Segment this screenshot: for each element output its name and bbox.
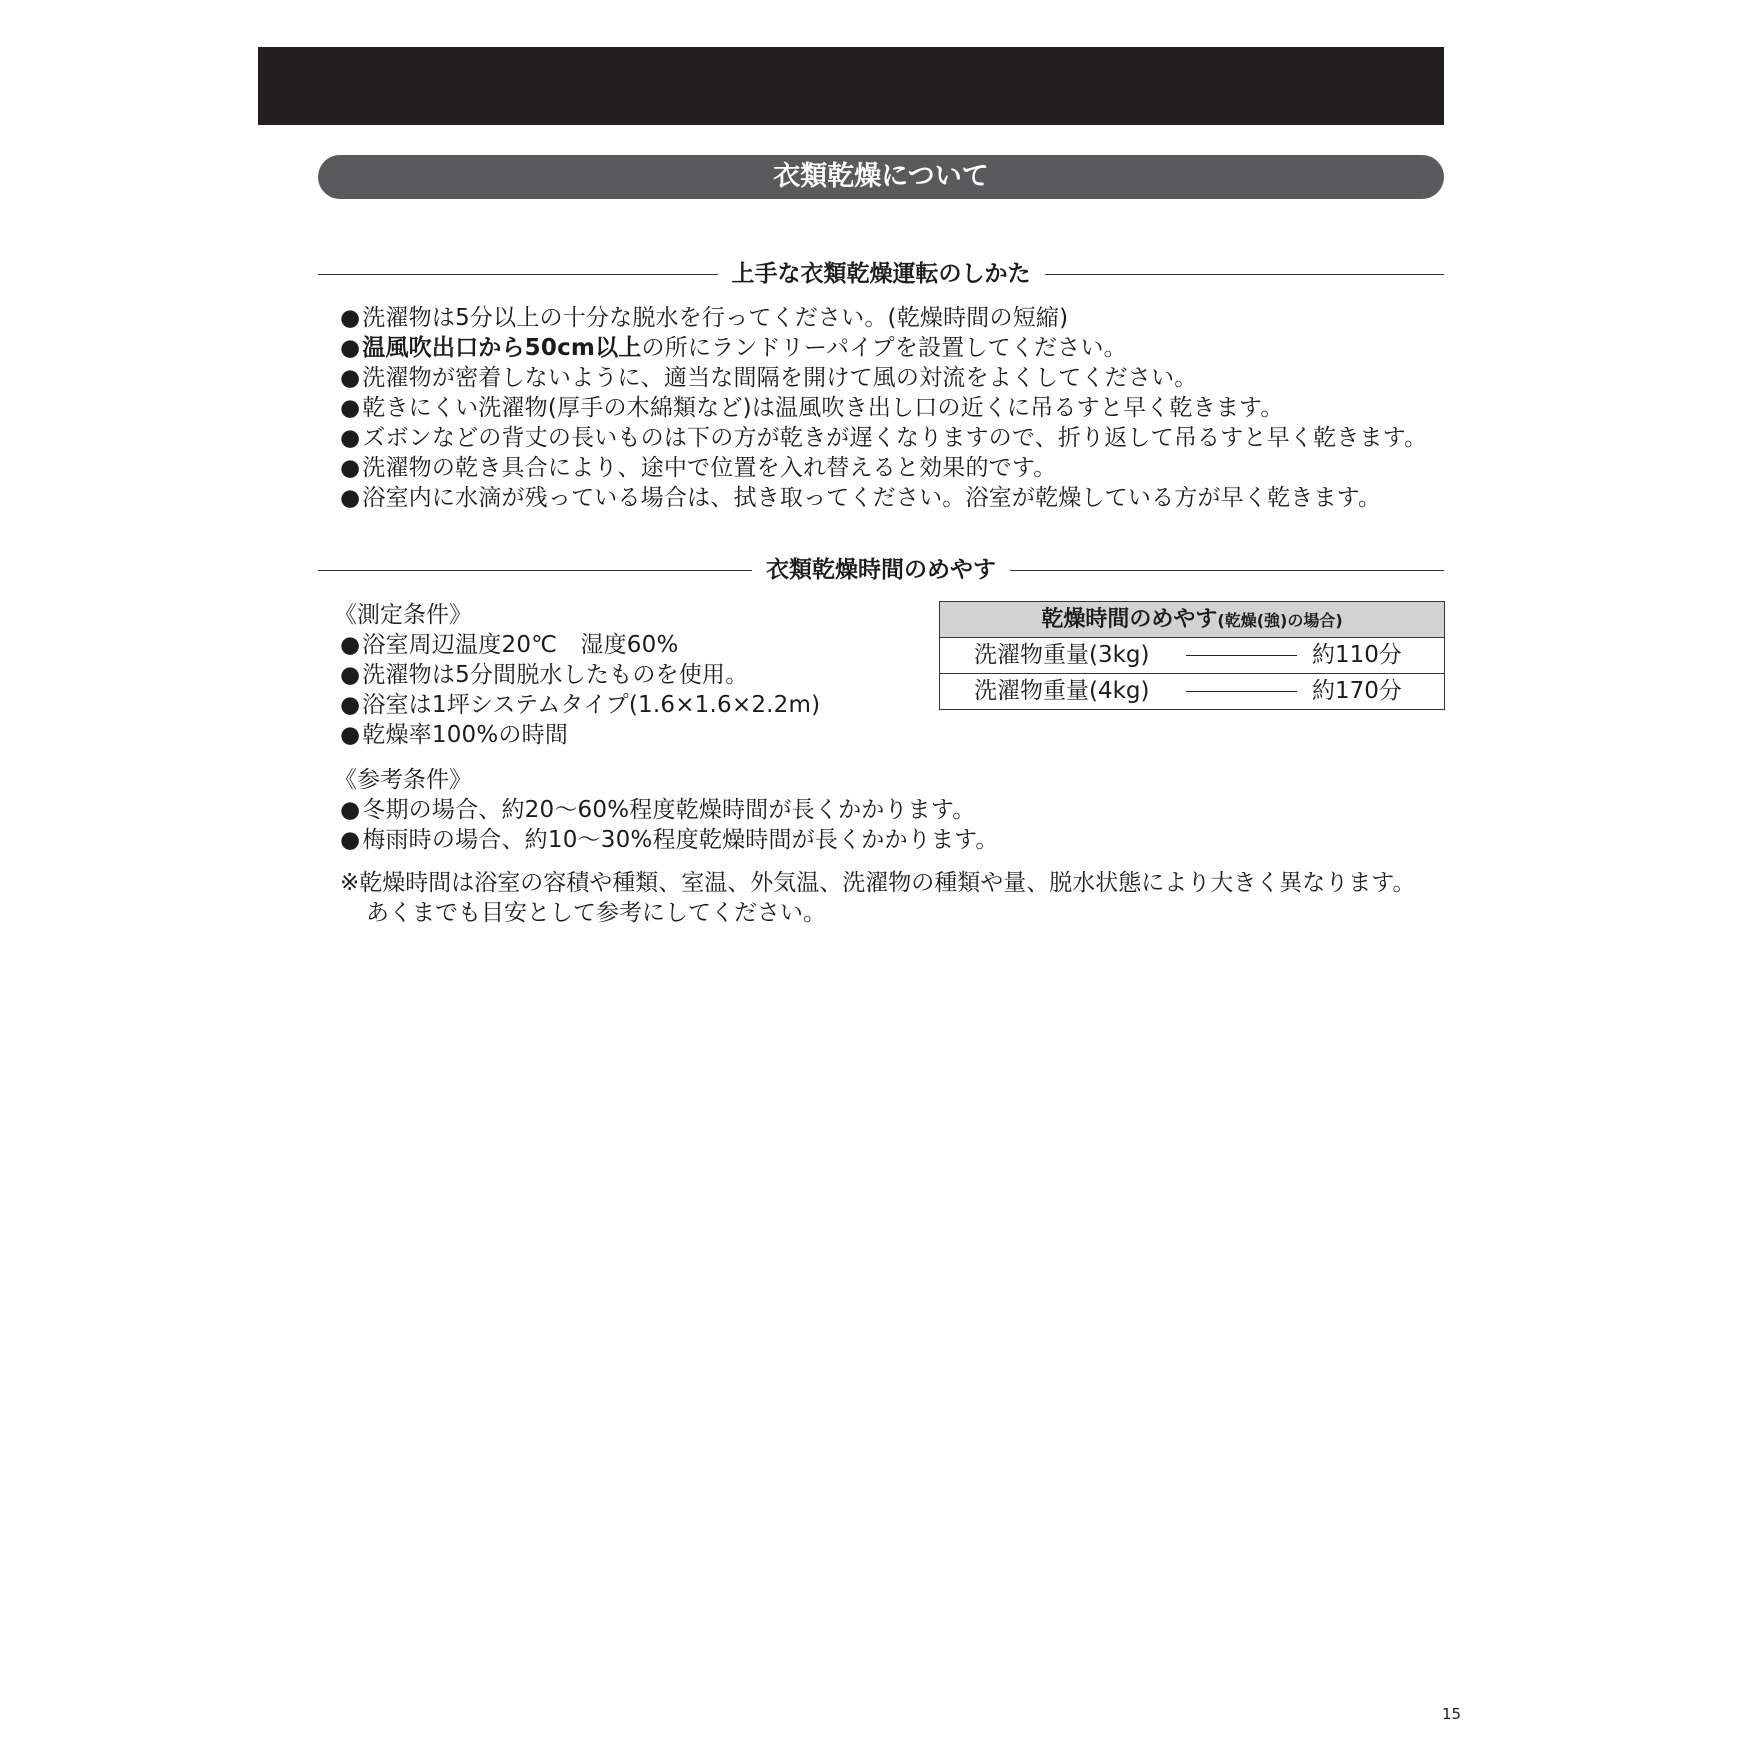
table-header: 乾燥時間のめやす(乾燥(強)の場合): [940, 602, 1444, 638]
note-line-1: ※乾燥時間は浴室の容積や種類、室温、外気温、洗濯物の種類や量、脱水状態により大きく異なります。: [340, 870, 1416, 896]
measure-conditions-title: 《測定条件》: [334, 602, 472, 628]
list-item: ●温風吹出口から50cm以上の所にランドリーパイプを設置してください。: [340, 335, 1127, 361]
list-item: ●乾燥率100%の時間: [340, 722, 569, 748]
reference-conditions-list: [340, 795, 999, 855]
list-item: ●洗濯物は5分間脱水したものを使用。: [340, 662, 749, 688]
list-item: ●浴室内に水滴が残っている場合は、拭き取ってください。浴室が乾燥している方が早く乾きます。: [340, 485, 1382, 511]
page-number: 15: [1442, 1705, 1462, 1723]
list-item: ●洗濯物は5分以上の十分な脱水を行ってください。(乾燥時間の短縮): [340, 305, 1069, 331]
list-item: ●洗濯物が密着しないように、適当な間隔を開けて風の対流をよくしてください。: [340, 365, 1198, 391]
table-row: 洗濯物重量(3kg) 約110分: [940, 638, 1444, 674]
tips-list: [340, 303, 1427, 513]
list-item: ●浴室周辺温度20℃ 湿度60%: [340, 632, 679, 658]
list-item: ●浴室は1坪システムタイプ(1.6×1.6×2.2m): [340, 692, 821, 718]
heading-drying-time: [318, 552, 1444, 588]
table-row: 洗濯物重量(4kg) 約170分: [974, 678, 1402, 704]
measure-conditions-list: [340, 630, 820, 750]
section-title: 衣類乾燥について: [318, 155, 1444, 199]
list-item: ●冬期の場合、約20〜60%程度乾燥時間が長くかかります。: [340, 797, 976, 823]
list-item: ●乾きにくい洗濯物(厚手の木綿類など)は温風吹き出し口の近くに吊るすと早く乾きます。: [340, 395, 1284, 421]
header-bar: [258, 47, 1444, 125]
list-item: ●洗濯物の乾き具合により、途中で位置を入れ替えると効果的です。: [340, 455, 1057, 481]
reference-conditions-title: 《参考条件》: [334, 767, 472, 793]
heading-drying-tips-text: 上手な衣類乾燥運転のしかた: [718, 261, 1045, 287]
leader-line: [1186, 655, 1297, 656]
note-line-2: あくまでも目安として参考にしてください。: [366, 900, 826, 926]
heading-drying-time-text: 衣類乾燥時間のめやす: [752, 557, 1010, 583]
list-item: ●梅雨時の場合、約10〜30%程度乾燥時間が長くかかります。: [340, 827, 999, 853]
leader-line: [1186, 691, 1297, 692]
heading-drying-tips: [318, 256, 1444, 292]
drying-time-table: [939, 601, 1445, 710]
list-item: ●ズボンなどの背丈の長いものは下の方が乾きが遅くなりますので、折り返して吊るすと早く乾きます。: [340, 425, 1428, 451]
